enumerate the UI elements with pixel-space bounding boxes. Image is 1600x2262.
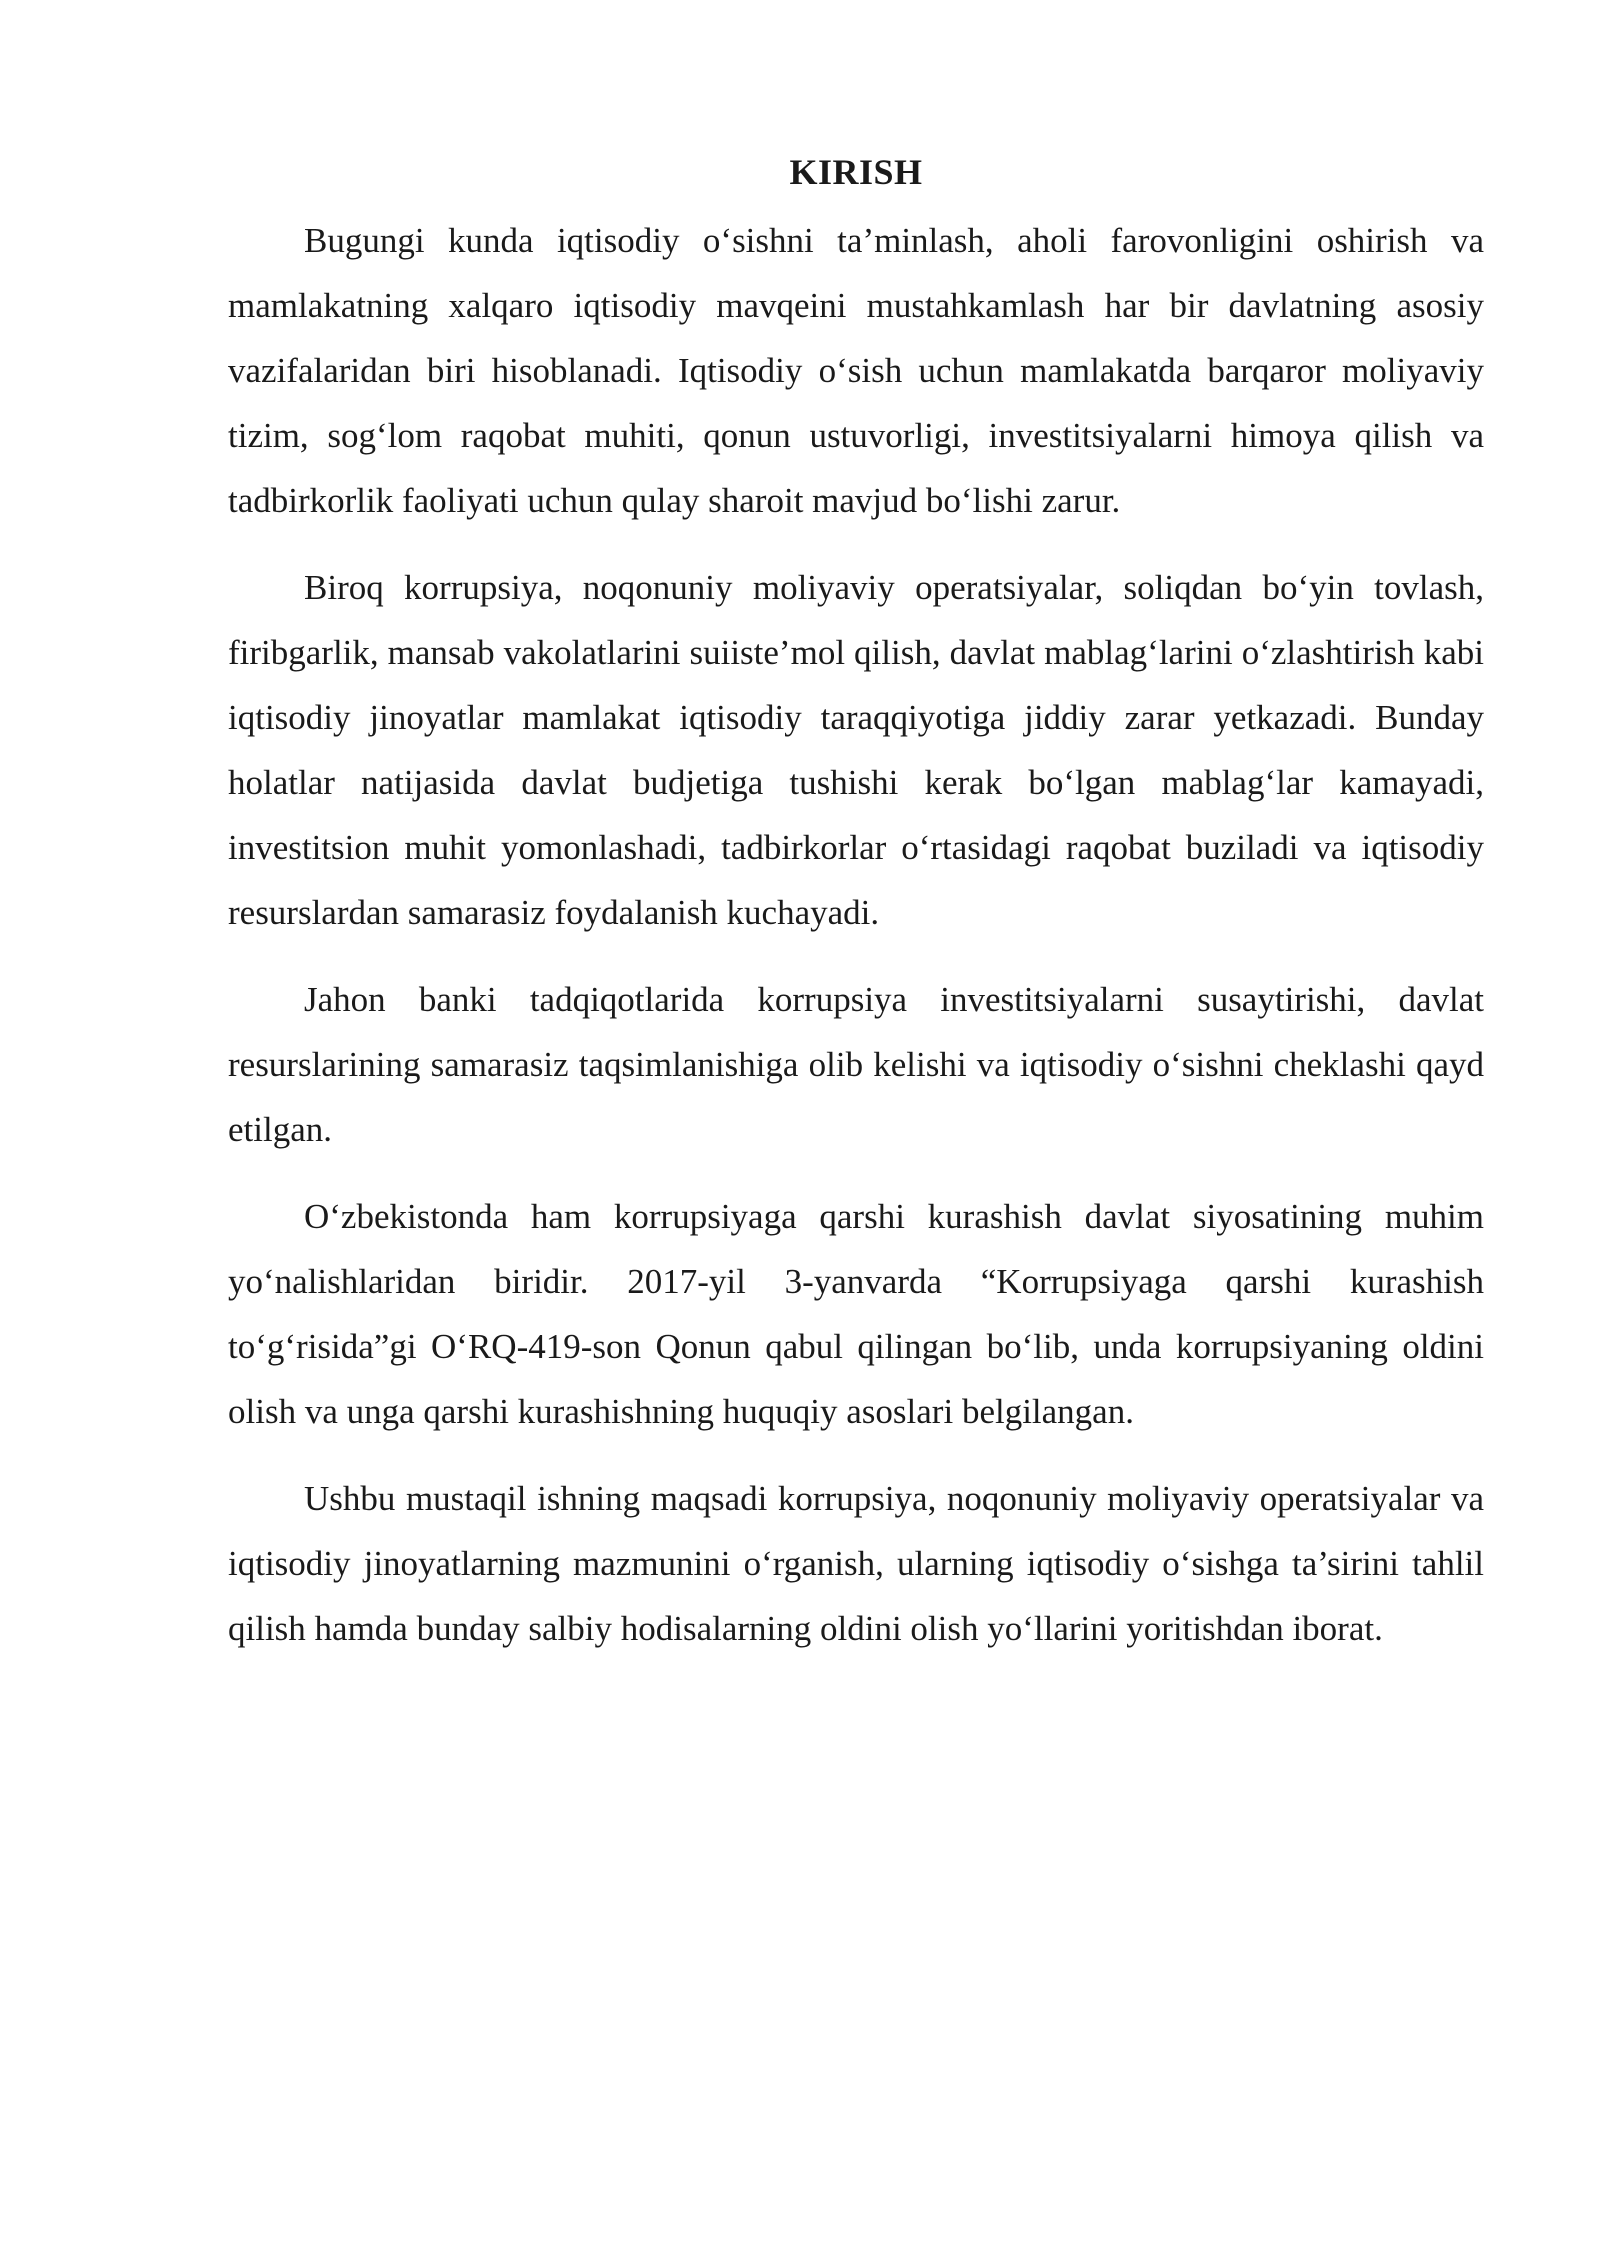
section-heading: KIRISH: [789, 152, 923, 192]
document-body: [228, 148, 1484, 1683]
paragraph-1: Bugungi kunda iqtisodiy o‘sishni ta’minlash, aholi farovonligini oshirish va mamlakatning xalqaro iqtisodiy mavqeini mustahkamlash har bir davlatning asosiy vazifalaridan biri hisoblanadi. Iqtisodiy o‘sish uchun mamlakatda barqaror moliyaviy tizim, sog‘lom raqobat muhiti, qonun ustuvorligi, investitsiyalarni himoya qilish va tadbirkorlik faoliyati uchun qulay sharoit mavjud bo‘lishi zarur.: [228, 221, 1484, 520]
paragraph-2: Biroq korrupsiya, noqonuniy moliyaviy operatsiyalar, soliqdan bo‘yin tovlash, firibgarlik, mansab vakolatlarini suiiste’mol qilish, davlat mablag‘larini o‘zlashtirish kabi iqtisodiy jinoyatlar mamlakat iqtisodiy taraqqiyotiga jiddiy zarar yetkazadi. Bunday holatlar natijasida davlat budjetiga tushishi kerak bo‘lgan mablag‘lar kamayadi, investitsion muhit yomonlashadi, tadbirkorlar o‘rtasidagi raqobat buziladi va iqtisodiy resurslardan samarasiz foydalanish kuchayadi.: [228, 568, 1484, 932]
paragraph-3: Jahon banki tadqiqotlarida korrupsiya investitsiyalarni susaytirishi, davlat resurslarining samarasiz taqsimlanishiga olib kelishi va iqtisodiy o‘sishni cheklashi qayd etilgan.: [228, 980, 1484, 1149]
paragraph-5: Ushbu mustaqil ishning maqsadi korrupsiya, noqonuniy moliyaviy operatsiyalar va iqtisodiy jinoyatlarning mazmunini o‘rganish, ularning iqtisodiy o‘sishga ta’sirini tahlil qilish hamda bunday salbiy hodisalarning oldini olish yo‘llarini yoritishdan iborat.: [228, 1479, 1484, 1648]
paragraph-4: O‘zbekistonda ham korrupsiyaga qarshi kurashish davlat siyosatining muhim yo‘nalishlaridan biridir. 2017-yil 3-yanvarda “Korrupsiyaga qarshi kurashish to‘g‘risida”gi O‘RQ-419-son Qonun qabul qilingan bo‘lib, unda korrupsiyaning oldini olish va unga qarshi kurashishning huquqiy asoslari belgilangan.: [228, 1197, 1484, 1431]
